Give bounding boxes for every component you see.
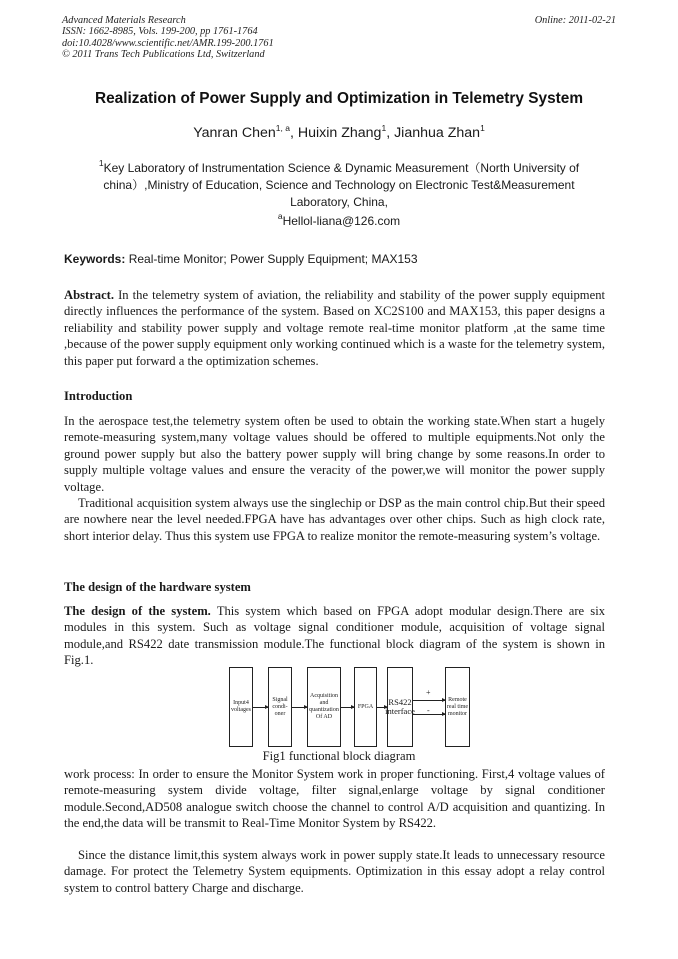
diagram-box-signal-conditioner: Signal condi-oner [268, 667, 292, 747]
hardware-paragraph-1-text: This system which based on FPGA adopt modular design.There are six modules in this system. Such as voltage signal conditioner module, acquisition of voltage signal module,and RS422 date transmission module.The functional block diagram of the system is shown in Fig.1. [64, 604, 606, 668]
author-list: Yanran Chen$^{1, a}$, Huixin Zhang$^1$, Jianhua Zhan$^1$ [193, 123, 485, 141]
email-sup: a [277, 211, 283, 221]
author-email [0, 211, 678, 228]
hardware-paragraph-3: Since the distance limit,this system always work in power supply state.It leads to unnecessary resource damage. For protect the Telemetry System equipments. Optimization in this essay adopt a relay control system to control battery Charge and discharge. [64, 848, 605, 895]
online-date: Online: 2011-02-21 [534, 15, 616, 26]
journal-name: Advanced Materials Research [62, 15, 186, 26]
journal-copyright: © 2011 Trans Tech Publications Ltd, Switzerland [62, 49, 265, 61]
figure-caption: Fig1 functional block diagram [262, 749, 416, 763]
subsection-label: The design of the system. [64, 604, 211, 618]
author-name: Huixin Zhang [297, 125, 382, 141]
hardware-paragraph-2: work process: In order to ensure the Monitor System work in proper functioning. First,4 voltage values of remote-measuring system divide voltage, filter signal,enlarge voltage by signal conditioner module.Second,AD508 analogue switch choose the channel to control A/D acquisition and quantizing. In the end,the data will be transmit to Real-Time Monitor System by RS422. [64, 767, 605, 831]
author-sup: 1 [381, 123, 387, 133]
abstract [64, 287, 605, 369]
diagram-arrow-plus [413, 700, 445, 701]
introduction-paragraph-2: Traditional acquisition system always use the singlechip or DSP as the main control chip.But their speed are nowhere near the level needed.FPGA have has advantages over other chips. Such as high clock rate, short interior delay. Thus this system use FPGA to realize monitor the remote-measuring system’s voltage. [64, 496, 605, 543]
author-sup: 1 [480, 123, 485, 133]
diagram-arrow [292, 707, 307, 708]
diagram-minus-sign: - [427, 706, 430, 715]
journal-header [62, 15, 616, 61]
affiliation [78, 160, 600, 210]
affiliation-text: Key Laboratory of Instrumentation Science & Dynamic Measurement（North University of china）,Ministry of Education, Science and Technology on Electronic Test&Measurement Laboratory, China, [103, 161, 580, 209]
section-heading-hardware: The design of the hardware system [64, 580, 251, 594]
introduction-paragraph-1: In the aerospace test,the telemetry system often be used to obtain the working state.When start a hugely remote-measuring system,many voltage values should be offered to multiple equipments.Not only the ground power supply but also the battery power supply will bring change by some reasons.In order to supply multiple voltage values and ensure the veracity of the power,we will monitor the power supply voltage. [64, 414, 605, 494]
author-name: Jianhua Zhan [394, 125, 481, 141]
diagram-box-fpga: FPGA [354, 667, 377, 747]
keywords [64, 252, 616, 266]
diagram-box-input: Input4 voltages [229, 667, 253, 747]
section-heading-introduction: Introduction [64, 389, 133, 403]
keywords-text: Real-time Monitor; Power Supply Equipment; MAX153 [128, 252, 418, 266]
functional-block-diagram [229, 666, 471, 748]
abstract-label: Abstract. [64, 288, 115, 302]
diagram-box-rs422: RS422 interface [387, 667, 413, 747]
diagram-arrow [341, 707, 354, 708]
diagram-box-acquisition: Acquisition and quantization Of AD [307, 667, 341, 747]
author-name: Yanran Chen [193, 125, 276, 141]
diagram-plus-sign: + [426, 688, 431, 697]
author-sup: 1, a [275, 123, 290, 133]
keywords-label: Keywords: [64, 252, 126, 266]
abstract-text: In the telemetry system of aviation, the reliability and stability of the power supply equipment directly influences the performance of the system. Based on XC2S100 and MAX153, this paper designs a reliability and stability power supply and voltage remote real-time monitor platform ,at the same time ,because of the power supply equipment only working continued which is a waste for the telemetry system, this paper put forward a the optimization schemes. [64, 288, 605, 368]
journal-doi: doi:10.4028/www.scientific.net/AMR.199-200.1761 [62, 37, 274, 49]
diagram-arrow [253, 707, 268, 708]
email-text: Hellol-liana@126.com [282, 214, 401, 228]
paper-title: Realization of Power Supply and Optimization in Telemetry System [94, 90, 584, 107]
diagram-box-remote-monitor: Remote real time monitor [445, 667, 470, 747]
affiliation-sup: 1 [98, 158, 104, 168]
hardware-paragraph-1 [64, 603, 605, 669]
journal-issn: ISSN: 1662-8985, Vols. 199-200, pp 1761-1764 [62, 26, 258, 38]
